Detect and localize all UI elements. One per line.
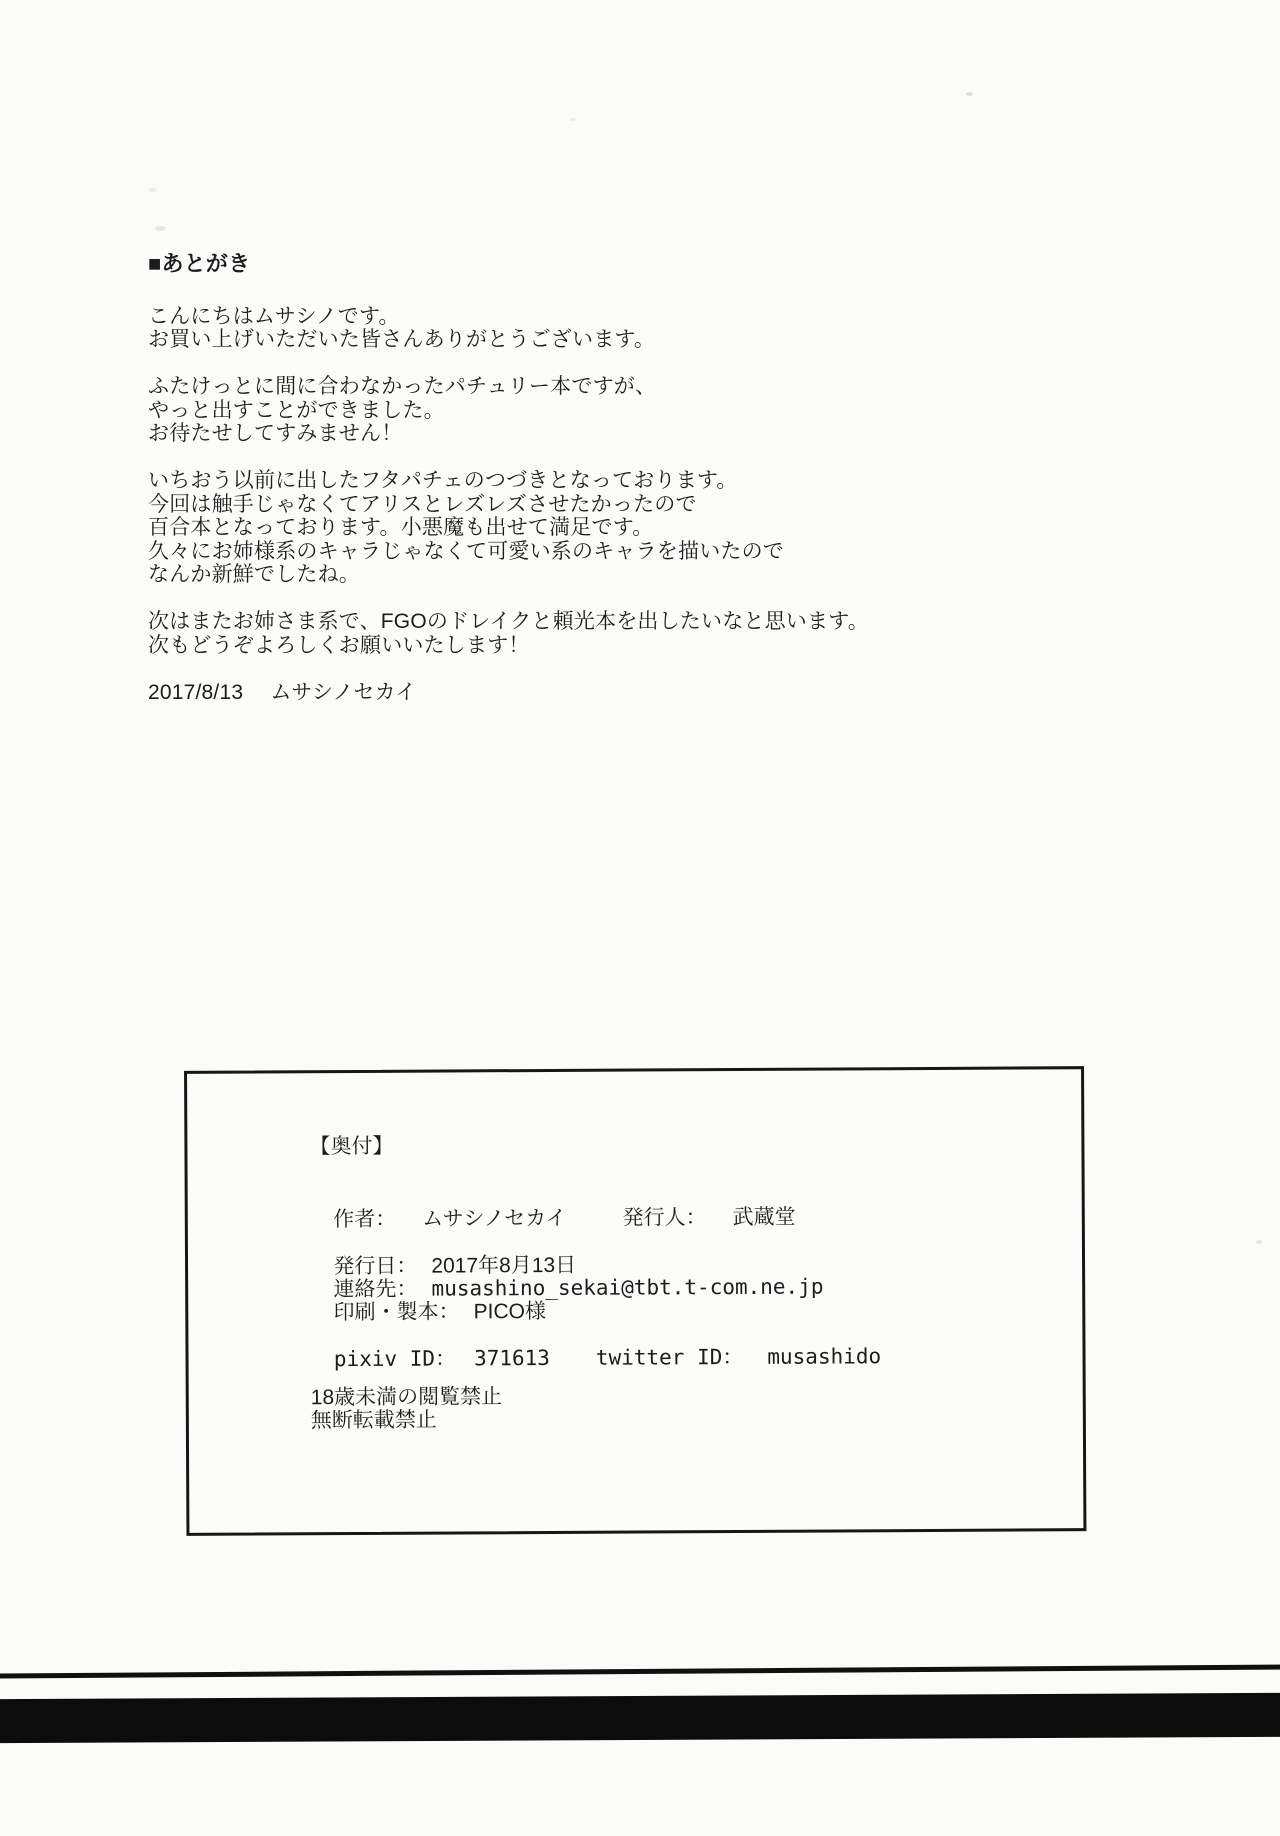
date-value: 2017年8月13日 (431, 1253, 577, 1278)
colophon-id-line (310, 1321, 881, 1394)
contact-label: 連絡先： (333, 1277, 418, 1301)
no-reprint-notice: 無断転載禁止 (310, 1408, 437, 1433)
afterword-line: こんにちはムサシノです。 (148, 304, 400, 328)
footer-black-band (0, 1693, 1280, 1743)
date-label: 発行日： (333, 1254, 418, 1278)
pixiv-id-label: pixiv ID： (333, 1345, 457, 1371)
afterword-paragraph (148, 469, 1008, 587)
author-label: 作者： (333, 1207, 397, 1231)
print-value: PICO様 (473, 1299, 547, 1323)
twitter-id-value: musashido (767, 1343, 882, 1369)
afterword-line: ふたけっとに間に合わなかったパチュリー本ですが、 (148, 375, 657, 398)
afterword-line: 次はまたお姉さま系で、FGOのドレイクと頼光本を出したいなと思います。 (148, 610, 869, 633)
scan-speck (570, 118, 576, 121)
afterword-section (148, 252, 1008, 704)
afterword-heading: ■あとがき (148, 251, 251, 276)
contact-email: musashino_sekai@tbt.t-com.ne.jp (431, 1274, 824, 1301)
afterword-line: なんか新鮮でしたね。 (148, 563, 360, 586)
twitter-id-label: twitter ID： (595, 1344, 744, 1370)
afterword-line: お待たせしてすみません！ (148, 422, 403, 445)
afterword-line: やっと出すことができました。 (148, 398, 445, 422)
publisher-label: 発行人： (622, 1205, 707, 1230)
author-value: ムサシノセカイ (422, 1206, 567, 1231)
scan-speck (148, 188, 157, 192)
scan-speck (155, 226, 166, 231)
colophon-box (184, 1066, 1086, 1536)
colophon-heading: 【奥付】 (309, 1134, 394, 1159)
scan-speck (966, 92, 973, 96)
afterword-signature: 2017/8/13 ムサシノセカイ (148, 680, 417, 704)
afterword-line: 百合本となっております。小悪魔も出せて満足です。 (148, 516, 654, 539)
afterword-paragraph (148, 375, 1008, 446)
publisher-value: 武蔵堂 (732, 1205, 796, 1229)
pixiv-id-value: 371613 (473, 1345, 550, 1370)
scan-speck (1256, 1240, 1262, 1244)
afterword-line: 次もどうぞよろしくお願いいたします！ (148, 633, 530, 657)
afterword-line: お買い上げいただいた皆さんありがとうございます。 (148, 328, 656, 351)
afterword-paragraph (148, 305, 1008, 352)
afterword-line: いちおう以前に出したフタパチェのつづきとなっております。 (148, 469, 738, 492)
print-label: 印刷・製本： (333, 1299, 460, 1324)
footer-thin-rule (0, 1664, 1280, 1678)
afterword-line: 今回は触手じゃなくてアリスとレズレズさせたかったので (148, 492, 697, 516)
age-restriction-notice: 18歳未満の閲覧禁止 (310, 1385, 503, 1410)
afterword-line: 久々にお姉様系のキャラじゃなくて可愛い系のキャラを描いたので (148, 539, 784, 563)
afterword-paragraph (148, 610, 1008, 657)
